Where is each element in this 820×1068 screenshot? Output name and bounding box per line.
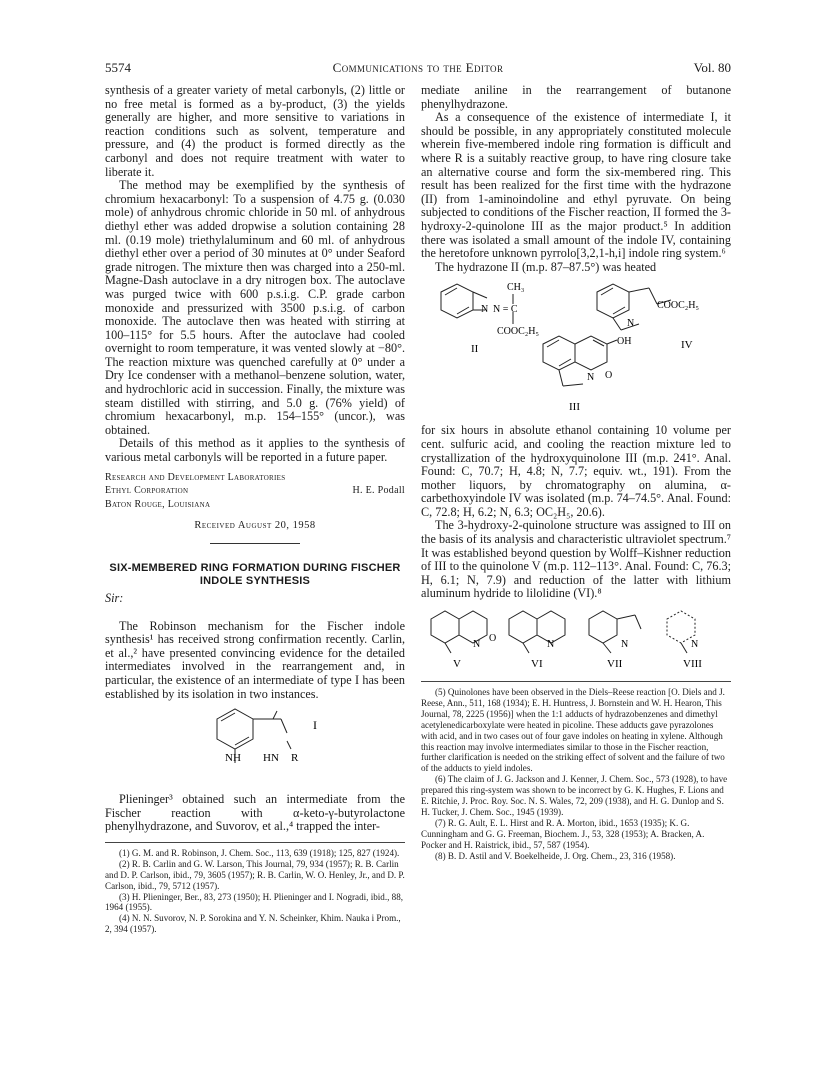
structure-label-VI: VI — [531, 658, 543, 671]
footnote: (7) R. G. Ault, E. L. Hirst and R. A. Morton, ibid., 1653 (1935); K. G. Cunningham and G. G. Freeman, Biochem. J., 53, 328 (1953); A. Bracken, A. Pocker and H. Raistrick, ibid., 57, 587 (1954). — [421, 817, 705, 850]
footnote: (1) G. M. and R. Robinson, J. Chem. Soc., 113, 639 (1918); 125, 827 (1924). — [119, 847, 400, 858]
n-label: N — [587, 372, 595, 384]
structure-label-VII: VII — [607, 658, 623, 671]
right-column — [421, 84, 731, 862]
n-label: N — [473, 639, 481, 651]
r-label: R — [291, 752, 299, 765]
structures-V-VIII — [421, 601, 731, 673]
affiliation-line: Research and Development Laboratories — [105, 471, 286, 483]
structures-V-VIII-drawing — [421, 601, 731, 673]
o-label: O — [489, 633, 497, 645]
paragraph: The hydrazone II (m.p. 87–87.5°) was heated — [435, 259, 657, 274]
footnote-divider — [105, 842, 405, 843]
paragraph: synthesis of a greater variety of metal carbonyls, (2) little or no free metal is formed as a by-product, (3) the yields generally are higher, and more sensitive to variations in reaction conditions such as solvent, temperature and pressure, and (4) the product is formed directly as the carbonyl and does not require treatment with water to liberate it. — [105, 83, 405, 179]
n-eq-c-label: N = C — [493, 304, 518, 316]
footnote: (2) R. B. Carlin and G. W. Larson, This Journal, 79, 934 (1957); R. B. Carlin and D. P. Carlson, ibid., 79, 3605 (1957); R. B. Carlin, W. O. Henley, Jr., and D. P. Carlson, ibid., 79, 5712 (1957). — [105, 858, 405, 891]
page-number: 5574 — [105, 60, 131, 75]
paragraph: for six hours in absolute ethanol containing 10 volume per cent. sulfuric acid, and cooling the reaction mixture led to crystallization of the hydroxyquinolone III (m.p. 241°. Anal. Found: C, 70.7; H, 4.8; N, 7.7; equiv. wt., 191). From the mother liquors, by chromatography on alumina, α-carbethoxyindole IV was isolated (m.p. 74–74.5°. Anal. Found: C, 72.8; H, 6.2; N, 6.3; OC₂H₅, 20.6). — [421, 423, 731, 519]
affiliation-line: Baton Rouge, Louisiana — [105, 498, 211, 510]
n-label: N — [621, 639, 629, 651]
structure-label-I: I — [313, 718, 317, 733]
paragraph: Plieninger³ obtained such an intermediate from the Fischer reaction with α-keto-γ-butyrolactone phenylhydrazone, and Suvorov, et al.,⁴ trapped the inter- — [105, 792, 405, 834]
paragraph: The Robinson mechanism for the Fischer indole synthesis¹ has received strong confirmation recently. Carlin, et al.,² have presented convincing evidence for the detailed intermediates involved in the rearrangement and, in particular, the existence of an intermediate of type I has been established by its isolation in two instances. — [105, 618, 405, 701]
paragraph: mediate aniline in the rearrangement of butanone phenylhydrazone. — [421, 83, 731, 111]
n-label: N — [627, 318, 635, 330]
hn-label: HN — [263, 752, 279, 765]
footnote: (3) H. Plieninger, Ber., 83, 273 (1950); H. Plieninger and I. Nogradi, ibid., 88, 1964 (1955). — [105, 891, 404, 913]
footnote: (6) The claim of J. G. Jackson and J. Kenner, J. Chem. Soc., 573 (1928), to have prepared this ring-system was shown to be incorrect by G. K. Hughes, F. Lions and E. Ritchie, J. Proc. Roy. Soc. N. S. Wales, 72, 209 (1938), and H. G. Dunlop and S. H. Tucker, J. Chem. Soc., 1945 (1939). — [421, 774, 728, 817]
received-date: Received August 20, 1958 — [194, 520, 316, 532]
structure-label-III: III — [569, 401, 580, 414]
journal-section-title: Communications to the Editor — [332, 60, 504, 75]
footnote: (8) B. D. Astil and V. Boekelheide, J. Org. Chem., 23, 316 (1958). — [435, 850, 676, 861]
structure-label-V: V — [453, 658, 461, 671]
structure-I-drawing — [105, 701, 405, 793]
nh-label: NH — [225, 752, 241, 765]
affiliation-line: Ethyl Corporation — [105, 485, 189, 497]
structures-II-IV-III-drawing — [421, 274, 731, 424]
paragraph: The method may be exemplified by the synthesis of chromium hexacarbonyl: To a suspension of 4.75 g. (0.030 mole) of anhydrous chromic chloride in 50 ml. of anhydrous diethyl ether was added dropwise a solution containing 28 ml. (0.19 mole) triethylaluminum and 60 ml. of anhydrous diethyl ether over a period of 30 minutes at 0° under Seaford grade nitrogen. The mixture then was charged into a 250-ml. Magne-Dash autoclave in a dry nitrogen box. The autoclave was purged twice with 600 p.s.i.g. C.P. grade carbon monoxide and pressurized with 3500 p.s.i.g. of carbon monoxide. The autoclave then was heated with stirring at 100–115° for 5.5 hours. After the autoclave had cooled overnight to room temperature, it was vented slowly at −80°. The reaction mixture was quenched carefully at 0° under a Dry Ice condenser with a methanol–benzene solution, water, and hydrochloric acid in succession. Finally, the mixture was steam distilled with stirring, and 5.0 g. (76% yield) of chromium hexacarbonyl, m.p. 154–155° (uncor.), was obtained. — [105, 178, 405, 437]
paragraph: The 3-hydroxy-2-quinolone structure was assigned to III on the basis of its analysis and characteristic ultraviolet spectrum.⁷ It was established beyond question by Wolff–Kishner reduction of III to the quinolone V (m.p. 112–113°. Anal. Found: C, 76.3; H, 6.1; N, 7.9) and reduction of the latter with lithium aluminum hydride to lilolidine (VI).⁸ — [421, 518, 731, 601]
oh-label: OH — [617, 336, 632, 348]
salutation: Sir: — [105, 591, 124, 605]
structure-label-VIII: VIII — [683, 658, 702, 671]
author-name: H. E. Podall — [352, 485, 405, 497]
footnote-divider — [421, 681, 731, 682]
n-label: N — [691, 639, 699, 651]
volume-label: Vol. 80 — [693, 60, 731, 75]
structures-II-IV-III — [421, 274, 731, 424]
structure-label-IV: IV — [681, 339, 693, 352]
cooc2h5-label: COOC₂H₅ — [497, 326, 539, 338]
article-title: SIX-MEMBERED RING FORMATION DURING FISCHER INDOLE SYNTHESIS — [109, 562, 401, 587]
n-label: N — [481, 304, 489, 316]
cooc2h5-label: COOC₂H₅ — [657, 300, 699, 312]
footnotes-left — [105, 848, 405, 935]
footnote: (5) Quinolones have been observed in the Diels–Reese reaction [O. Diels and J. Reese, Ann., 511, 168 (1934); E. H. Huntress, J. Bornstein and W. H. Hearon, This Journal, 78, 2225 (1956)] when the 1:1 adducts of hydrazobenzenes and dimethyl acetylenedicarboxylate were heated in picoline. These adducts gave pyrazolones with acid, and in two cases out of four gave indoles on heating in xylene. Although this reaction may involve intermediates similar to those in the Fischer reaction, further clarification is needed on the striking effect of solvent and the failure of two of the adducts to yield indoles. — [421, 687, 725, 774]
n-label: N — [547, 639, 555, 651]
structure-label-II: II — [471, 343, 479, 356]
ch3-label: CH₃ — [507, 282, 525, 294]
author-affiliation — [105, 471, 405, 512]
footnote: (4) N. N. Suvorov, N. P. Sorokina and Y. N. Scheinker, Khim. Nauka i Prom., 2, 394 (1957). — [105, 913, 401, 935]
paragraph: As a consequence of the existence of intermediate I, it should be possible, in any appropriately constituted molecule wherein five-membered indole ring formation is difficult and where R is a suitably reactive group, to have ring closure take an alternative course and form the six-membered ring. This result has been realized for the first time with the hydrazone (II) from 1-aminoindoline and ethyl pyruvate. On being subjected to conditions of the Fischer reaction, II formed the 3-hydroxy-2-quinolone III as the major product.⁵ In addition there was isolated a small amount of the indole IV, containing the heretofore unknown pyrrolo[3,2,1-h,i] indole ring system.⁶ — [421, 110, 731, 261]
paragraph: Details of this method as it applies to the synthesis of various metal carbonyls will be reported in a future paper. — [105, 436, 405, 465]
structure-I — [105, 701, 405, 793]
section-divider — [210, 543, 300, 544]
footnotes-right — [421, 687, 731, 862]
left-column — [105, 84, 405, 935]
o-label: O — [605, 370, 613, 382]
running-header — [105, 60, 731, 78]
